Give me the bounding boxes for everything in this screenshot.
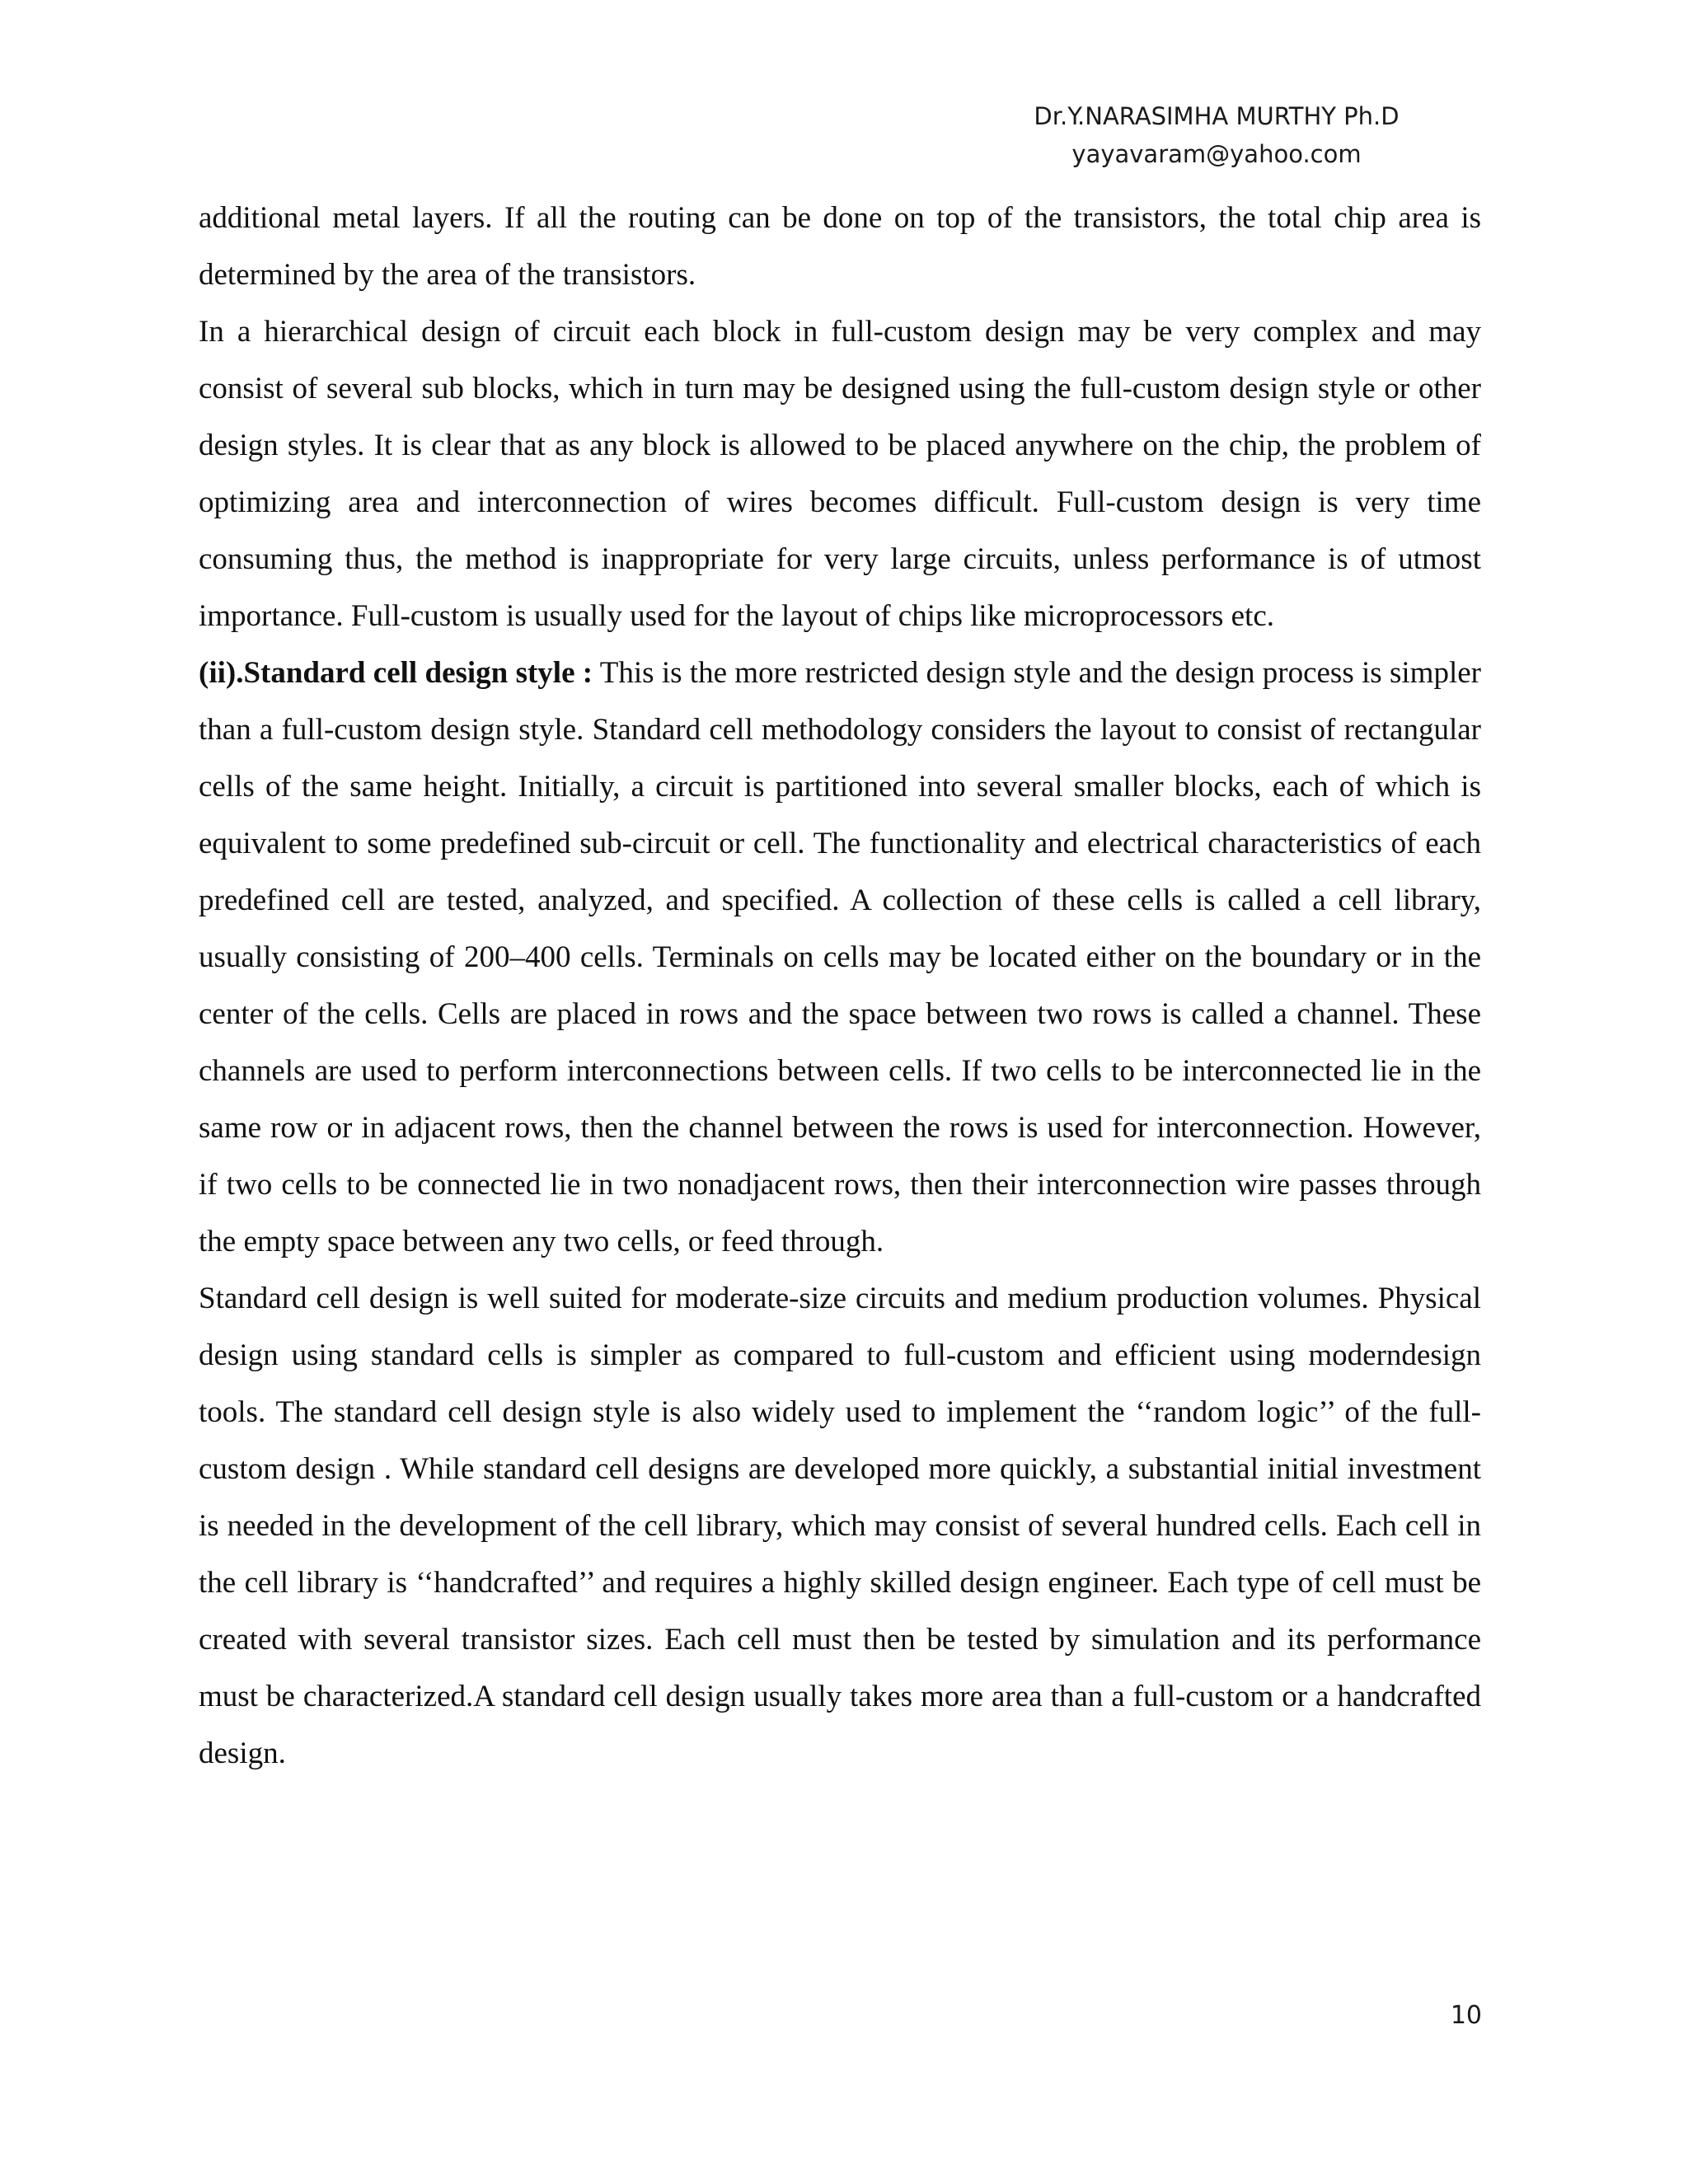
section-heading-standard-cell: (ii).Standard cell design style : — [199, 656, 593, 690]
body-text — [199, 190, 1481, 1782]
page-header — [986, 97, 1447, 173]
paragraph-standard-cell-text: This is the more restricted design style and the design process is simpler than a full-custom design style. Standard cell methodology considers the layout to consist of rectangular cells of the same height. Initially, a circuit is partitioned into several smaller blocks, each of which is equivalent to some predefined sub-circuit or cell. The functionality and electrical characteristics of each predefined cell are tested, analyzed, and specified. A collection of these cells is called a cell library, usually consisting of 200–400 cells. Terminals on cells may be located either on the boundary or in the center of the cells. Cells are placed in rows and the space between two rows is called a channel. These channels are used to perform interconnections between cells. If two cells to be interconnected lie in the same row or in adjacent rows, then the channel between the rows is used for interconnection. However, if two cells to be connected lie in two nonadjacent rows, then their interconnection wire passes through the empty space between any two cells, or feed through. — [199, 656, 1481, 1258]
paragraph-standard-cell-suitability: Standard cell design is well suited for moderate-size circuits and medium production volumes. Physical design using standard cells is simpler as compared to full-custom and efficient using moderndesign tools. The standard cell design style is also widely used to implement the ‘‘random logic’’ of the full-custom design . While standard cell designs are developed more quickly, a substantial initial investment is needed in the development of the cell library, which may consist of several hundred cells. Each cell in the cell library is ‘‘handcrafted’’ and requires a highly skilled design engineer. Each type of cell must be created with several transistor sizes. Each cell must then be tested by simulation and its performance must be characterized.A standard cell design usually takes more area than a full-custom or a handcrafted design. — [199, 1282, 1481, 1770]
paragraph-hierarchical-design: In a hierarchical design of circuit each block in full-custom design may be very complex and may consist of several sub blocks, which in turn may be designed using the full-custom design style or other design styles. It is clear that as any block is allowed to be placed anywhere on the chip, the problem of optimizing area and interconnection of wires becomes difficult. Full-custom design is very time consuming thus, the method is inappropriate for very large circuits, unless performance is of utmost importance. Full-custom is usually used for the layout of chips like microprocessors etc. — [199, 315, 1481, 633]
author-email: yayavaram@yahoo.com — [1071, 140, 1362, 168]
paragraph-routing: additional metal layers. If all the routing can be done on top of the transistors, the total chip area is determined by the area of the transistors. — [199, 201, 1481, 292]
paragraph-standard-cell — [199, 644, 1481, 1270]
page-number: 10 — [1450, 2001, 1482, 2030]
author-name: Dr.Y.NARASIMHA MURTHY Ph.D — [1034, 102, 1400, 130]
